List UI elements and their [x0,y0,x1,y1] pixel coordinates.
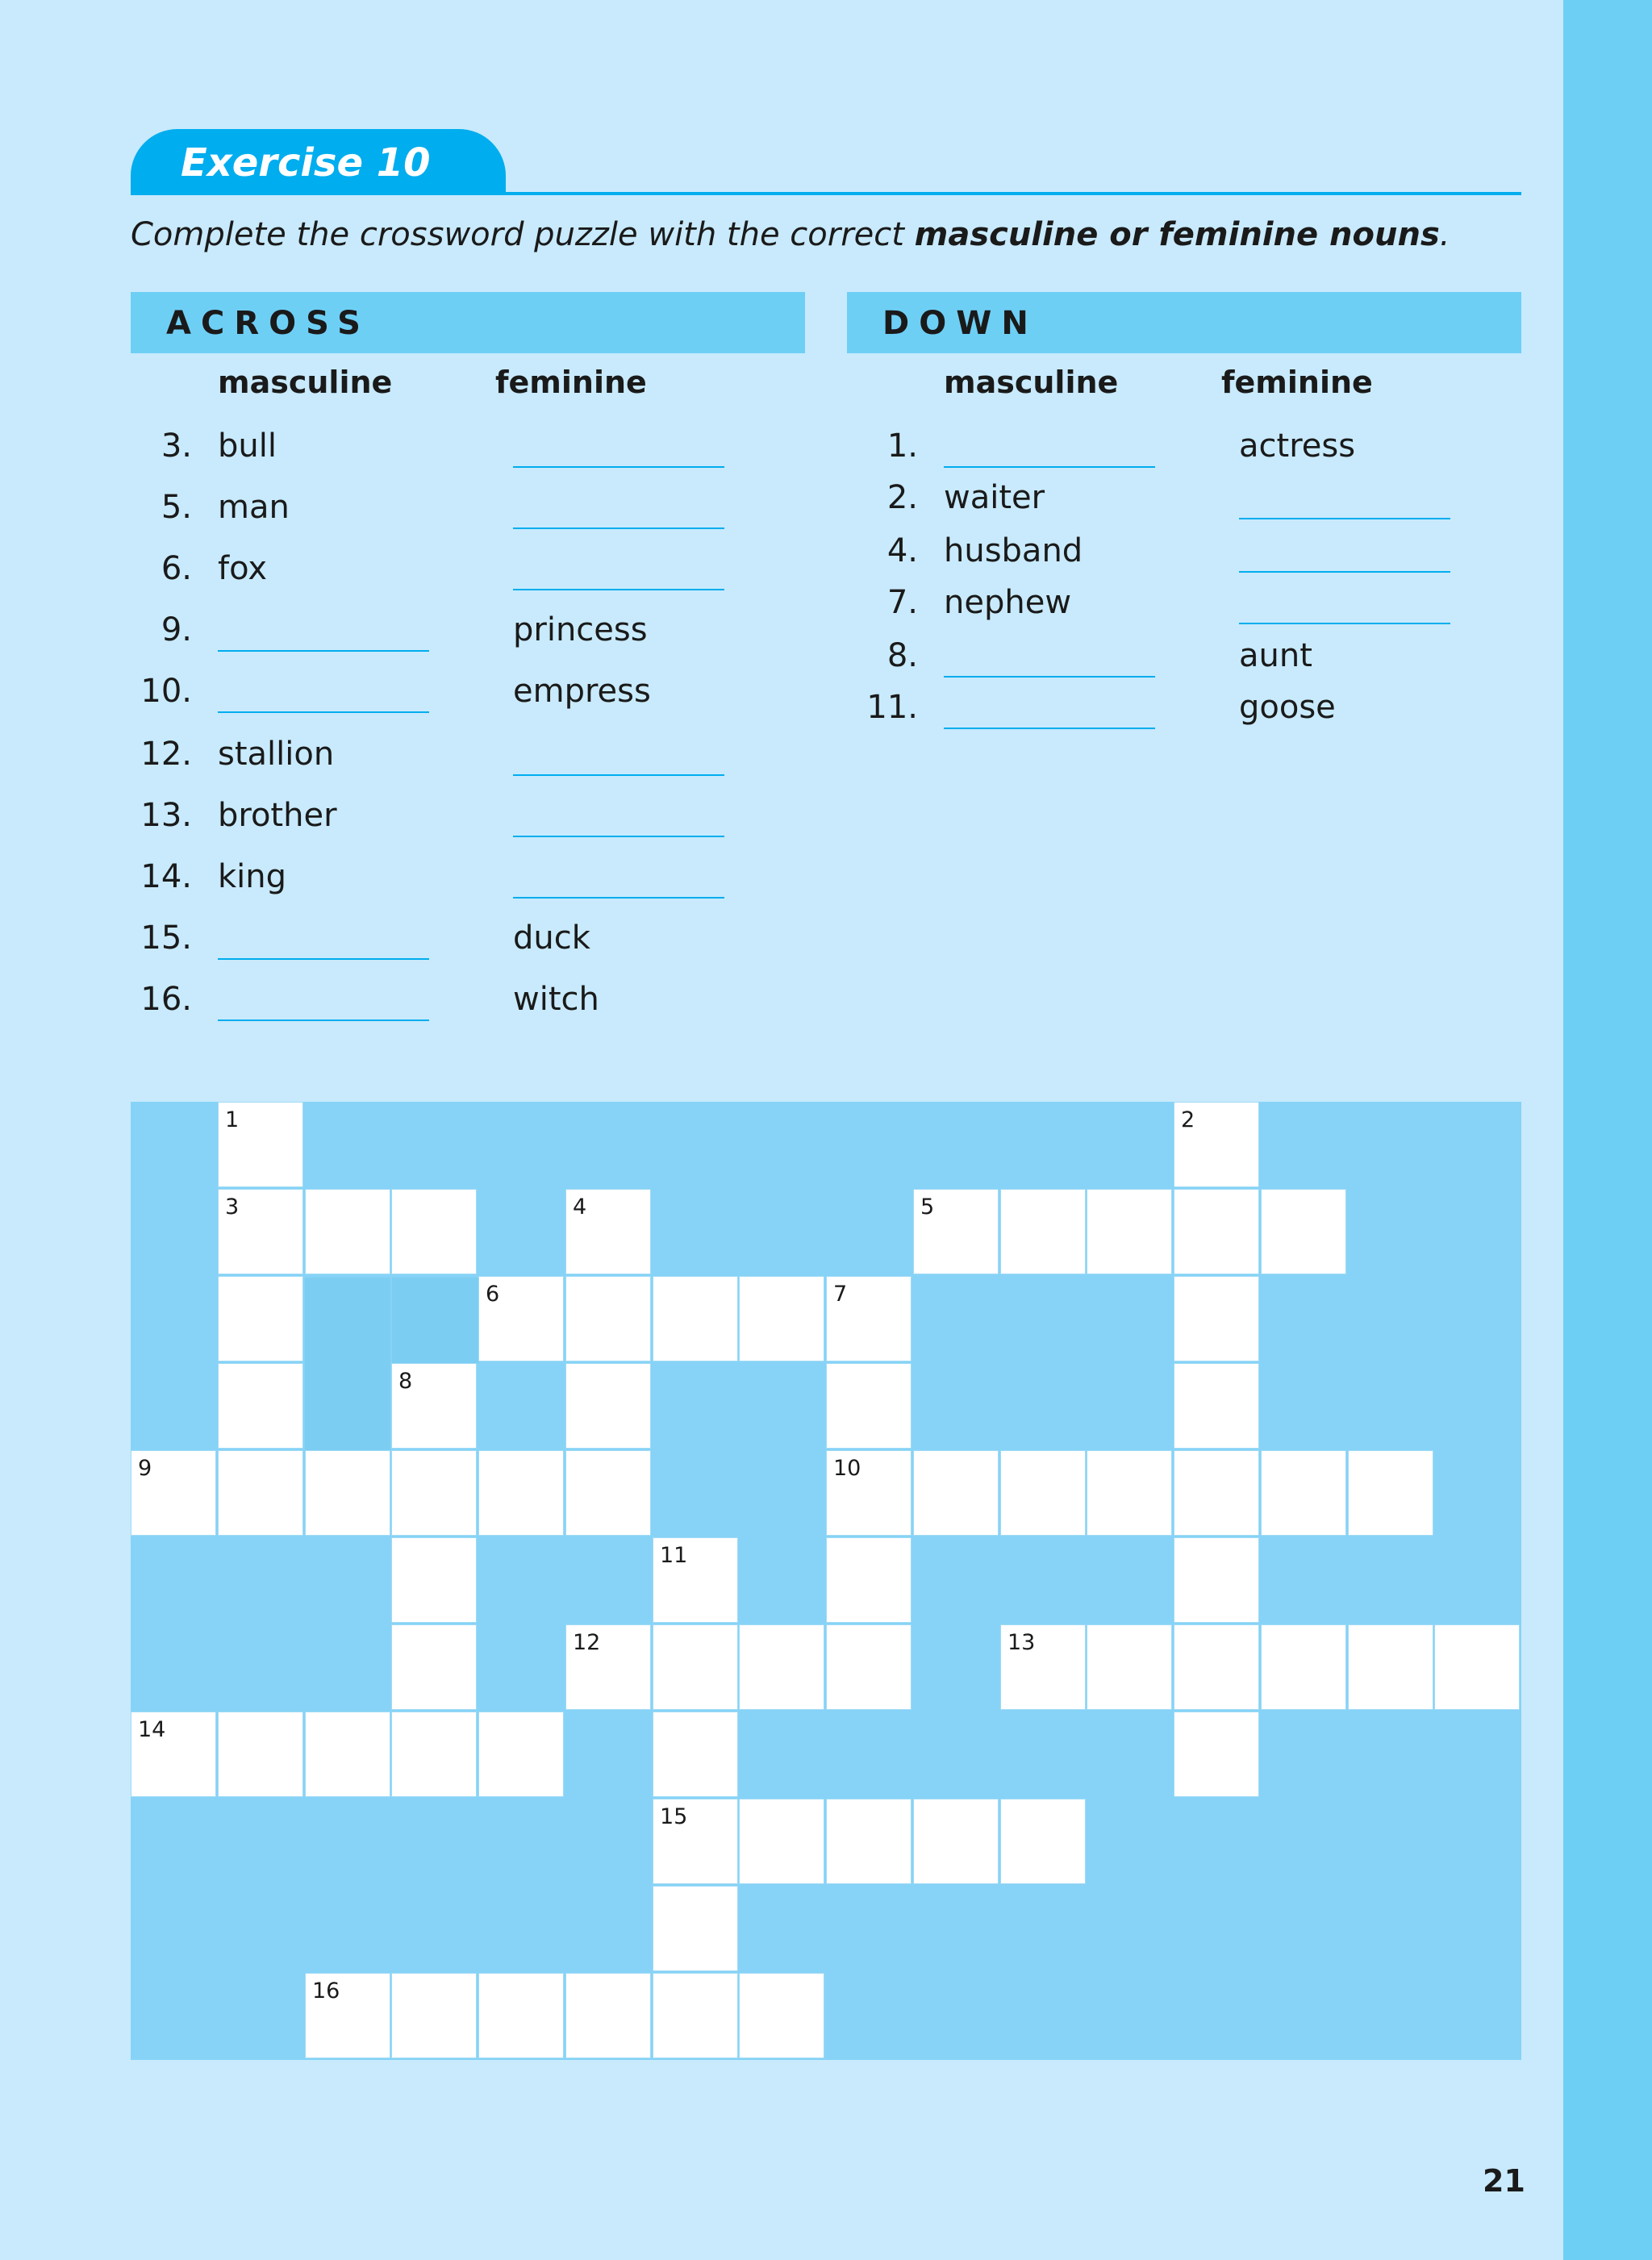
crossword-cell[interactable] [653,1276,738,1361]
across-clue [129,673,855,721]
crossword-cell[interactable] [1087,1624,1172,1710]
crossword-cell[interactable] [826,1363,912,1449]
crossword-grid [131,1102,1521,2060]
masculine-word: man [218,489,290,526]
masculine-word: nephew [944,584,1072,621]
feminine-word: witch [513,981,599,1018]
down-clue [855,479,1581,527]
cell-number: 6 [486,1282,500,1307]
feminine-blank[interactable] [1239,518,1450,519]
cell-number: 16 [312,1979,340,2004]
feminine-word: goose [1239,689,1336,726]
masculine-word: fox [218,550,267,587]
cell-number: 13 [1007,1630,1036,1655]
cell-number: 15 [660,1804,688,1829]
clue-number: 1. [886,427,918,465]
across-masculine-header: masculine [218,365,393,400]
crossword-cell[interactable] [913,1189,999,1274]
cell-number: 11 [660,1543,688,1568]
cell-number: 5 [920,1195,935,1220]
across-header-bar [131,292,805,353]
crossword-cell[interactable] [1000,1624,1086,1710]
exercise-rule [131,192,1521,195]
clue-number: 10. [140,673,192,710]
cell-number: 7 [833,1282,848,1307]
crossword-cell[interactable] [391,1537,477,1623]
crossword-cell[interactable] [305,1189,390,1274]
crossword-cell[interactable] [565,1189,651,1274]
crossword-cell[interactable] [391,1973,477,2058]
crossword-cell[interactable] [478,1276,564,1361]
crossword-cell[interactable] [1000,1450,1086,1536]
down-masculine-header: masculine [944,365,1119,400]
crossword-cell[interactable] [305,1973,390,2058]
cell-number: 2 [1181,1107,1195,1132]
feminine-blank[interactable] [1239,623,1450,624]
crossword-cell[interactable] [739,1799,824,1884]
clue-number: 16. [140,981,192,1018]
feminine-blank[interactable] [513,589,724,590]
across-clue [129,981,855,1029]
down-feminine-header: feminine [1221,365,1373,400]
down-clue [855,689,1581,737]
crossword-cell[interactable] [218,1102,303,1187]
down-clue [855,584,1581,632]
masculine-word: king [218,858,287,895]
down-heading: DOWN [882,305,1038,342]
cell-number: 14 [138,1717,166,1742]
crossword-cell[interactable] [218,1712,303,1797]
masculine-blank[interactable] [218,1020,429,1021]
feminine-blank[interactable] [513,897,724,899]
clue-number: 2. [886,479,918,516]
clue-number: 12. [140,736,192,773]
across-feminine-header: feminine [495,365,647,400]
masculine-blank[interactable] [218,958,429,960]
instruction [131,216,1450,253]
masculine-word: waiter [944,479,1045,516]
crossword-cell[interactable] [1174,1189,1259,1274]
crossword-cell[interactable] [391,1189,477,1274]
masculine-word: bull [218,427,277,465]
exercise-tab [131,129,506,195]
masculine-word: brother [218,797,337,834]
crossword-cell[interactable] [739,1624,824,1710]
clue-number: 3. [161,427,192,465]
crossword-cell[interactable] [1000,1189,1086,1274]
cell-number: 10 [833,1456,861,1481]
crossword-cell[interactable] [391,1363,477,1449]
side-band [1563,0,1652,2260]
across-clue [129,919,855,968]
crossword-cell[interactable] [1348,1450,1433,1536]
crossword-cell[interactable] [826,1276,912,1361]
crossword-cell[interactable] [478,1973,564,2058]
cell-number: 1 [225,1107,240,1132]
crossword-cell[interactable] [565,1624,651,1710]
crossword-cell[interactable] [1261,1624,1346,1710]
across-clue [129,611,855,660]
masculine-blank[interactable] [944,466,1155,468]
crossword-cell[interactable] [131,1712,216,1797]
crossword-cell[interactable] [1434,1624,1520,1710]
crossword-cell[interactable] [739,1973,824,2058]
crossword-cell[interactable] [391,1712,477,1797]
across-clue [129,797,855,845]
clue-number: 11. [866,689,918,726]
instruction-end: . [1439,216,1450,253]
clue-number: 8. [886,637,918,674]
clue-number: 14. [140,858,192,895]
crossword-cell[interactable] [565,1973,651,2058]
cell-number: 8 [398,1369,413,1394]
crossword-cell[interactable] [653,1886,738,1971]
masculine-blank[interactable] [944,728,1155,729]
exercise-title: Exercise 10 [181,140,431,186]
clue-number: 5. [161,489,192,526]
crossword-cell[interactable] [913,1450,999,1536]
crossword-cell[interactable] [305,1712,390,1797]
across-clue [129,550,855,598]
down-clue [855,427,1581,476]
masculine-blank[interactable] [944,676,1155,678]
crossword-cell[interactable] [826,1537,912,1623]
crossword-cell[interactable] [565,1363,651,1449]
crossword-cell[interactable] [826,1450,912,1536]
feminine-word: aunt [1239,637,1312,674]
clue-number: 15. [140,919,192,957]
instruction-text: Complete the crossword puzzle with the correct [131,216,915,253]
feminine-blank[interactable] [513,836,724,837]
grid-shade [305,1278,390,1450]
crossword-cell[interactable] [1174,1537,1259,1623]
crossword-cell[interactable] [1174,1624,1259,1710]
crossword-cell[interactable] [1174,1450,1259,1536]
crossword-cell[interactable] [391,1624,477,1710]
down-clue [855,637,1581,686]
feminine-word: princess [513,611,648,648]
feminine-blank[interactable] [1239,571,1450,573]
feminine-blank[interactable] [513,774,724,776]
crossword-cell[interactable] [653,1799,738,1884]
crossword-cell[interactable] [1261,1189,1346,1274]
crossword-cell[interactable] [131,1450,216,1536]
down-clue [855,532,1581,581]
across-heading: ACROSS [166,305,370,342]
crossword-cell[interactable] [1174,1102,1259,1187]
feminine-blank[interactable] [513,527,724,529]
clue-number: 7. [886,584,918,621]
across-clue [129,736,855,784]
across-clue [129,489,855,537]
crossword-cell[interactable] [1261,1450,1346,1536]
crossword-cell[interactable] [913,1799,999,1884]
crossword-cell[interactable] [653,1624,738,1710]
cell-number: 4 [573,1195,587,1220]
crossword-cell[interactable] [218,1363,303,1449]
clue-number: 4. [886,532,918,569]
cell-number: 12 [573,1630,601,1655]
clue-number: 6. [161,550,192,587]
crossword-cell[interactable] [1348,1624,1433,1710]
crossword-cell[interactable] [218,1450,303,1536]
masculine-word: stallion [218,736,335,773]
crossword-cell[interactable] [1174,1276,1259,1361]
crossword-cell[interactable] [826,1624,912,1710]
grid-shade [392,1278,479,1363]
feminine-word: duck [513,919,590,957]
crossword-cell[interactable] [565,1276,651,1361]
crossword-cell[interactable] [653,1712,738,1797]
crossword-cell[interactable] [1087,1189,1172,1274]
clue-number: 13. [140,797,192,834]
crossword-cell[interactable] [478,1712,564,1797]
masculine-blank[interactable] [218,650,429,652]
crossword-cell[interactable] [391,1450,477,1536]
feminine-word: actress [1239,427,1356,465]
instruction-bold: masculine or feminine nouns [914,216,1440,253]
crossword-cell[interactable] [739,1276,824,1361]
page-number: 21 [1483,2163,1525,2199]
down-header-bar [847,292,1521,353]
crossword-cell[interactable] [1174,1363,1259,1449]
crossword-cell[interactable] [1000,1799,1086,1884]
cell-number: 9 [138,1456,152,1481]
crossword-cell[interactable] [826,1799,912,1884]
crossword-cell[interactable] [218,1189,303,1274]
cell-number: 3 [225,1195,240,1220]
across-clue [129,427,855,476]
crossword-cell[interactable] [305,1450,390,1536]
crossword-cell[interactable] [478,1450,564,1536]
crossword-cell[interactable] [1174,1712,1259,1797]
clue-number: 9. [161,611,192,648]
masculine-blank[interactable] [218,711,429,713]
crossword-cell[interactable] [218,1276,303,1361]
crossword-cell[interactable] [653,1973,738,2058]
feminine-blank[interactable] [513,466,724,468]
across-clue [129,858,855,907]
masculine-word: husband [944,532,1083,569]
crossword-cell[interactable] [565,1450,651,1536]
feminine-word: empress [513,673,651,710]
crossword-cell[interactable] [1087,1450,1172,1536]
crossword-cell[interactable] [653,1537,738,1623]
